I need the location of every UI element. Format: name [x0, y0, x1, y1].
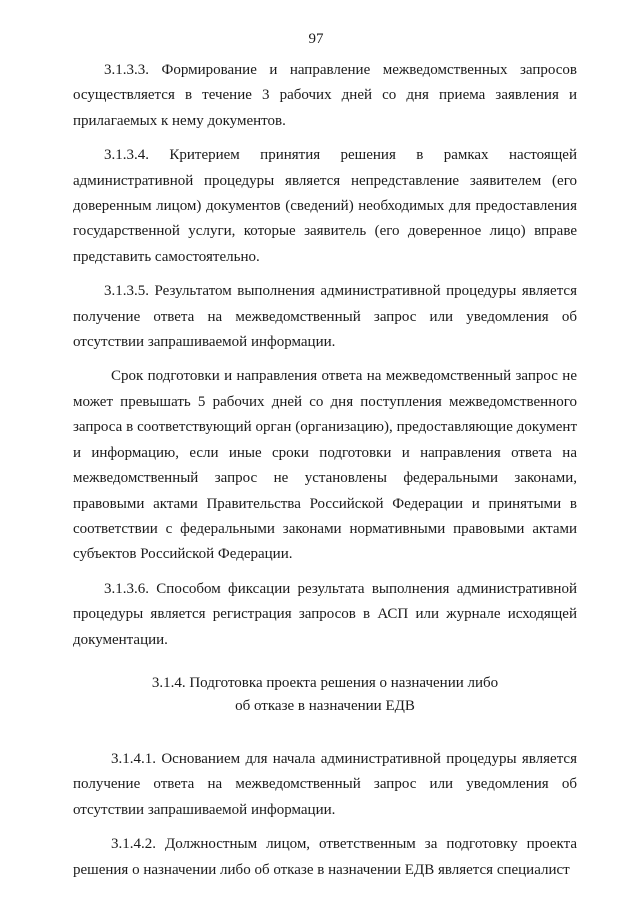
- section-heading-line-2: об отказе в назначении ЕДВ: [235, 697, 415, 714]
- paragraph-3-1-4-1: 3.1.4.1. Основанием для начала административной процедуры является получение ответа на межведомственный запрос или уведомления об отсутствии запрашиваемой информации.: [73, 750, 577, 818]
- section-heading-3-1-4: [73, 672, 577, 718]
- paragraph-3-1-4-2: 3.1.4.2. Должностным лицом, ответственным за подготовку проекта решения о назначении либо об отказе в назначении ЕДВ является специалист: [73, 836, 577, 878]
- paragraph-3-1-3-6: 3.1.3.6. Способом фиксации результата выполнения административной процедуры является регистрация запросов в АСП или журнале исходящей документации.: [73, 580, 577, 648]
- paragraph-3-1-3-5: 3.1.3.5. Результатом выполнения административной процедуры является получение ответа на межведомственный запрос или уведомления об отсутствии запрашиваемой информации.: [73, 283, 577, 351]
- section-heading-line-1: 3.1.4. Подготовка проекта решения о назначении либо: [151, 674, 499, 691]
- page-content: [73, 58, 577, 892]
- page-number: 97: [308, 31, 324, 47]
- paragraph-3-1-3-4: 3.1.3.4. Критерием принятия решения в рамках настоящей административной процедуры является непредставление заявителем (его доверенным лицом) документов (сведений) необходимых для предоставления государственной услуги, которые заявитель (его доверенное лицо) вправе представить самостоятельно.: [73, 147, 577, 265]
- paragraph-response-deadline: Срок подготовки и направления ответа на межведомственный запрос не может превышать 5 рабочих дней со дня поступления межведомственного запроса в соответствующий орган (организацию), предоставляющие документ и информацию, если иные сроки подготовки и направления ответа на межведомственный запрос не установлены федеральными законами, правовыми актами Правительства Российской Федерации и принятыми в соответствии с федеральными законами нормативными правовыми актами субъектов Российской Федерации.: [73, 368, 577, 563]
- paragraph-3-1-3-3: 3.1.3.3. Формирование и направление межведомственных запросов осуществляется в течение 3 рабочих дней со дня приема заявления и прилагаемых к нему документов.: [73, 62, 577, 129]
